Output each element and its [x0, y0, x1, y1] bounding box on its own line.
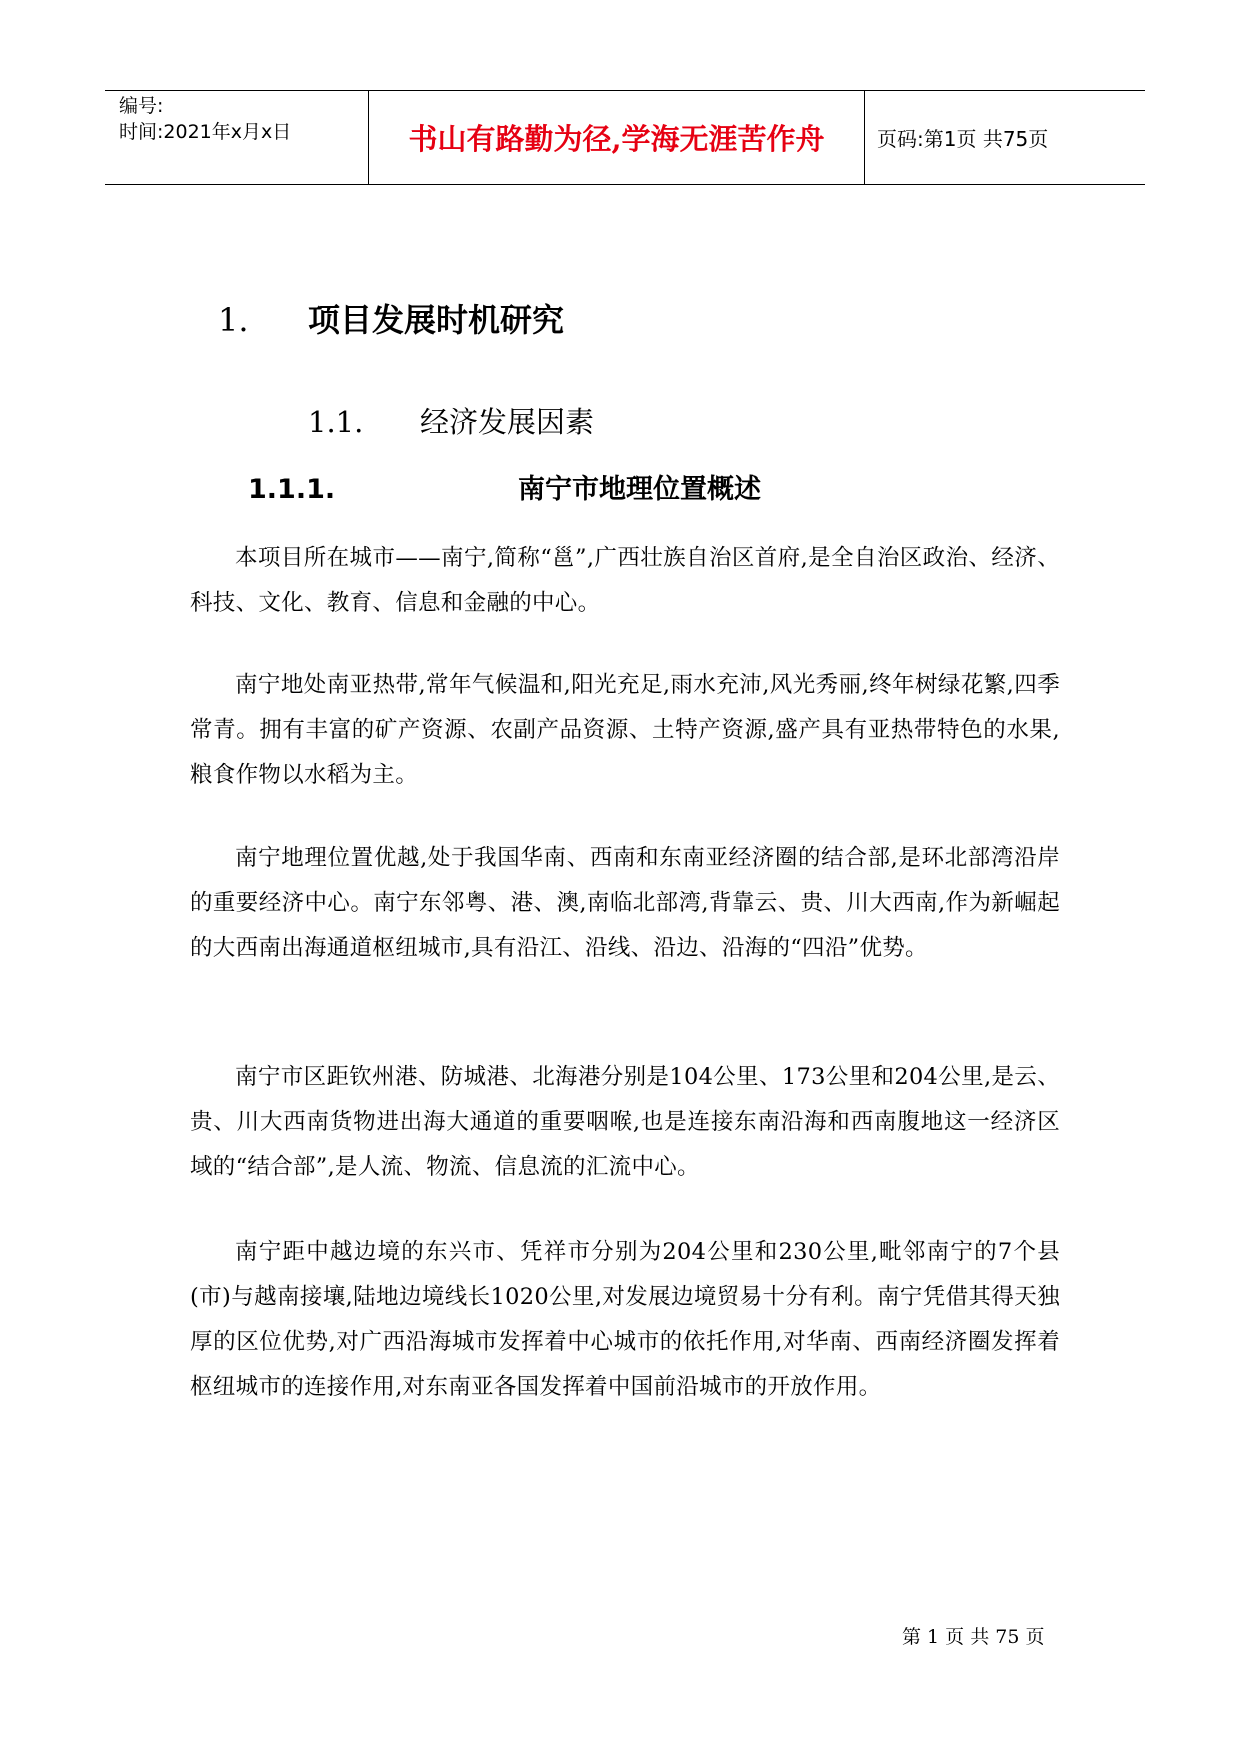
paragraph: 南宁地处南亚热带,常年气候温和,阳光充足,雨水充沛,风光秀丽,终年树绿花繁,四季常青。拥有丰富的矿产资源、农副产品资源、土特产资源,盛产具有亚热带特色的水果,粮食作物以水稻为主。: [190, 672, 1060, 788]
header-page-info: 页码:第1页 共75页: [877, 127, 1049, 151]
heading-1-number: 1.: [218, 301, 249, 339]
document-time: 时间:2021年x月x日: [119, 121, 292, 143]
heading-2-number: 1.1.: [308, 405, 364, 439]
paragraph: 本项目所在城市——南宁,简称“邕”,广西壮族自治区首府,是全自治区政治、经济、科技、文化、教育、信息和金融的中心。: [190, 545, 1060, 616]
heading-3-number: 1.1.1.: [248, 474, 336, 505]
header-meta: [105, 91, 369, 184]
heading-1-title: 项目发展时机研究: [308, 301, 565, 339]
heading-2-title: 经济发展因素: [420, 405, 595, 439]
paragraph: 南宁距中越边境的东兴市、凭祥市分别为204公里和230公里,毗邻南宁的7个县(市)与越南接壤,陆地边境线长1020公里,对发展边境贸易十分有利。南宁凭借其得天独厚的区位优势,对广西沿海城市发挥着中心城市的依托作用,对华南、西南经济圈发挥着枢纽城市的连接作用,对东南亚各国发挥着中国前沿城市的开放作用。: [190, 1239, 1060, 1400]
page-header: [105, 90, 1145, 185]
heading-3-title: 南宁市地理位置概述: [518, 474, 761, 505]
paragraph: 南宁地理位置优越,处于我国华南、西南和东南亚经济圈的结合部,是环北部湾沿岸的重要经济中心。南宁东邻粤、港、澳,南临北部湾,背靠云、贵、川大西南,作为新崛起的大西南出海通道枢纽城市,具有沿江、沿线、沿边、沿海的“四沿”优势。: [190, 845, 1060, 961]
heading-3: [248, 467, 761, 506]
heading-1: [218, 295, 564, 341]
header-motto: 书山有路勤为径,学海无涯苦作舟: [369, 91, 865, 184]
heading-2: [308, 400, 594, 441]
paragraph: 南宁市区距钦州港、防城港、北海港分别是104公里、173公里和204公里,是云、贵、川大西南货物进出海大通道的重要咽喉,也是连接东南沿海和西南腹地这一经济区域的“结合部”,是人流、物流、信息流的汇流中心。: [190, 1064, 1060, 1180]
page-footer: 第 1 页 共 75 页: [902, 1626, 1045, 1648]
document-number-label: 编号:: [119, 95, 164, 117]
